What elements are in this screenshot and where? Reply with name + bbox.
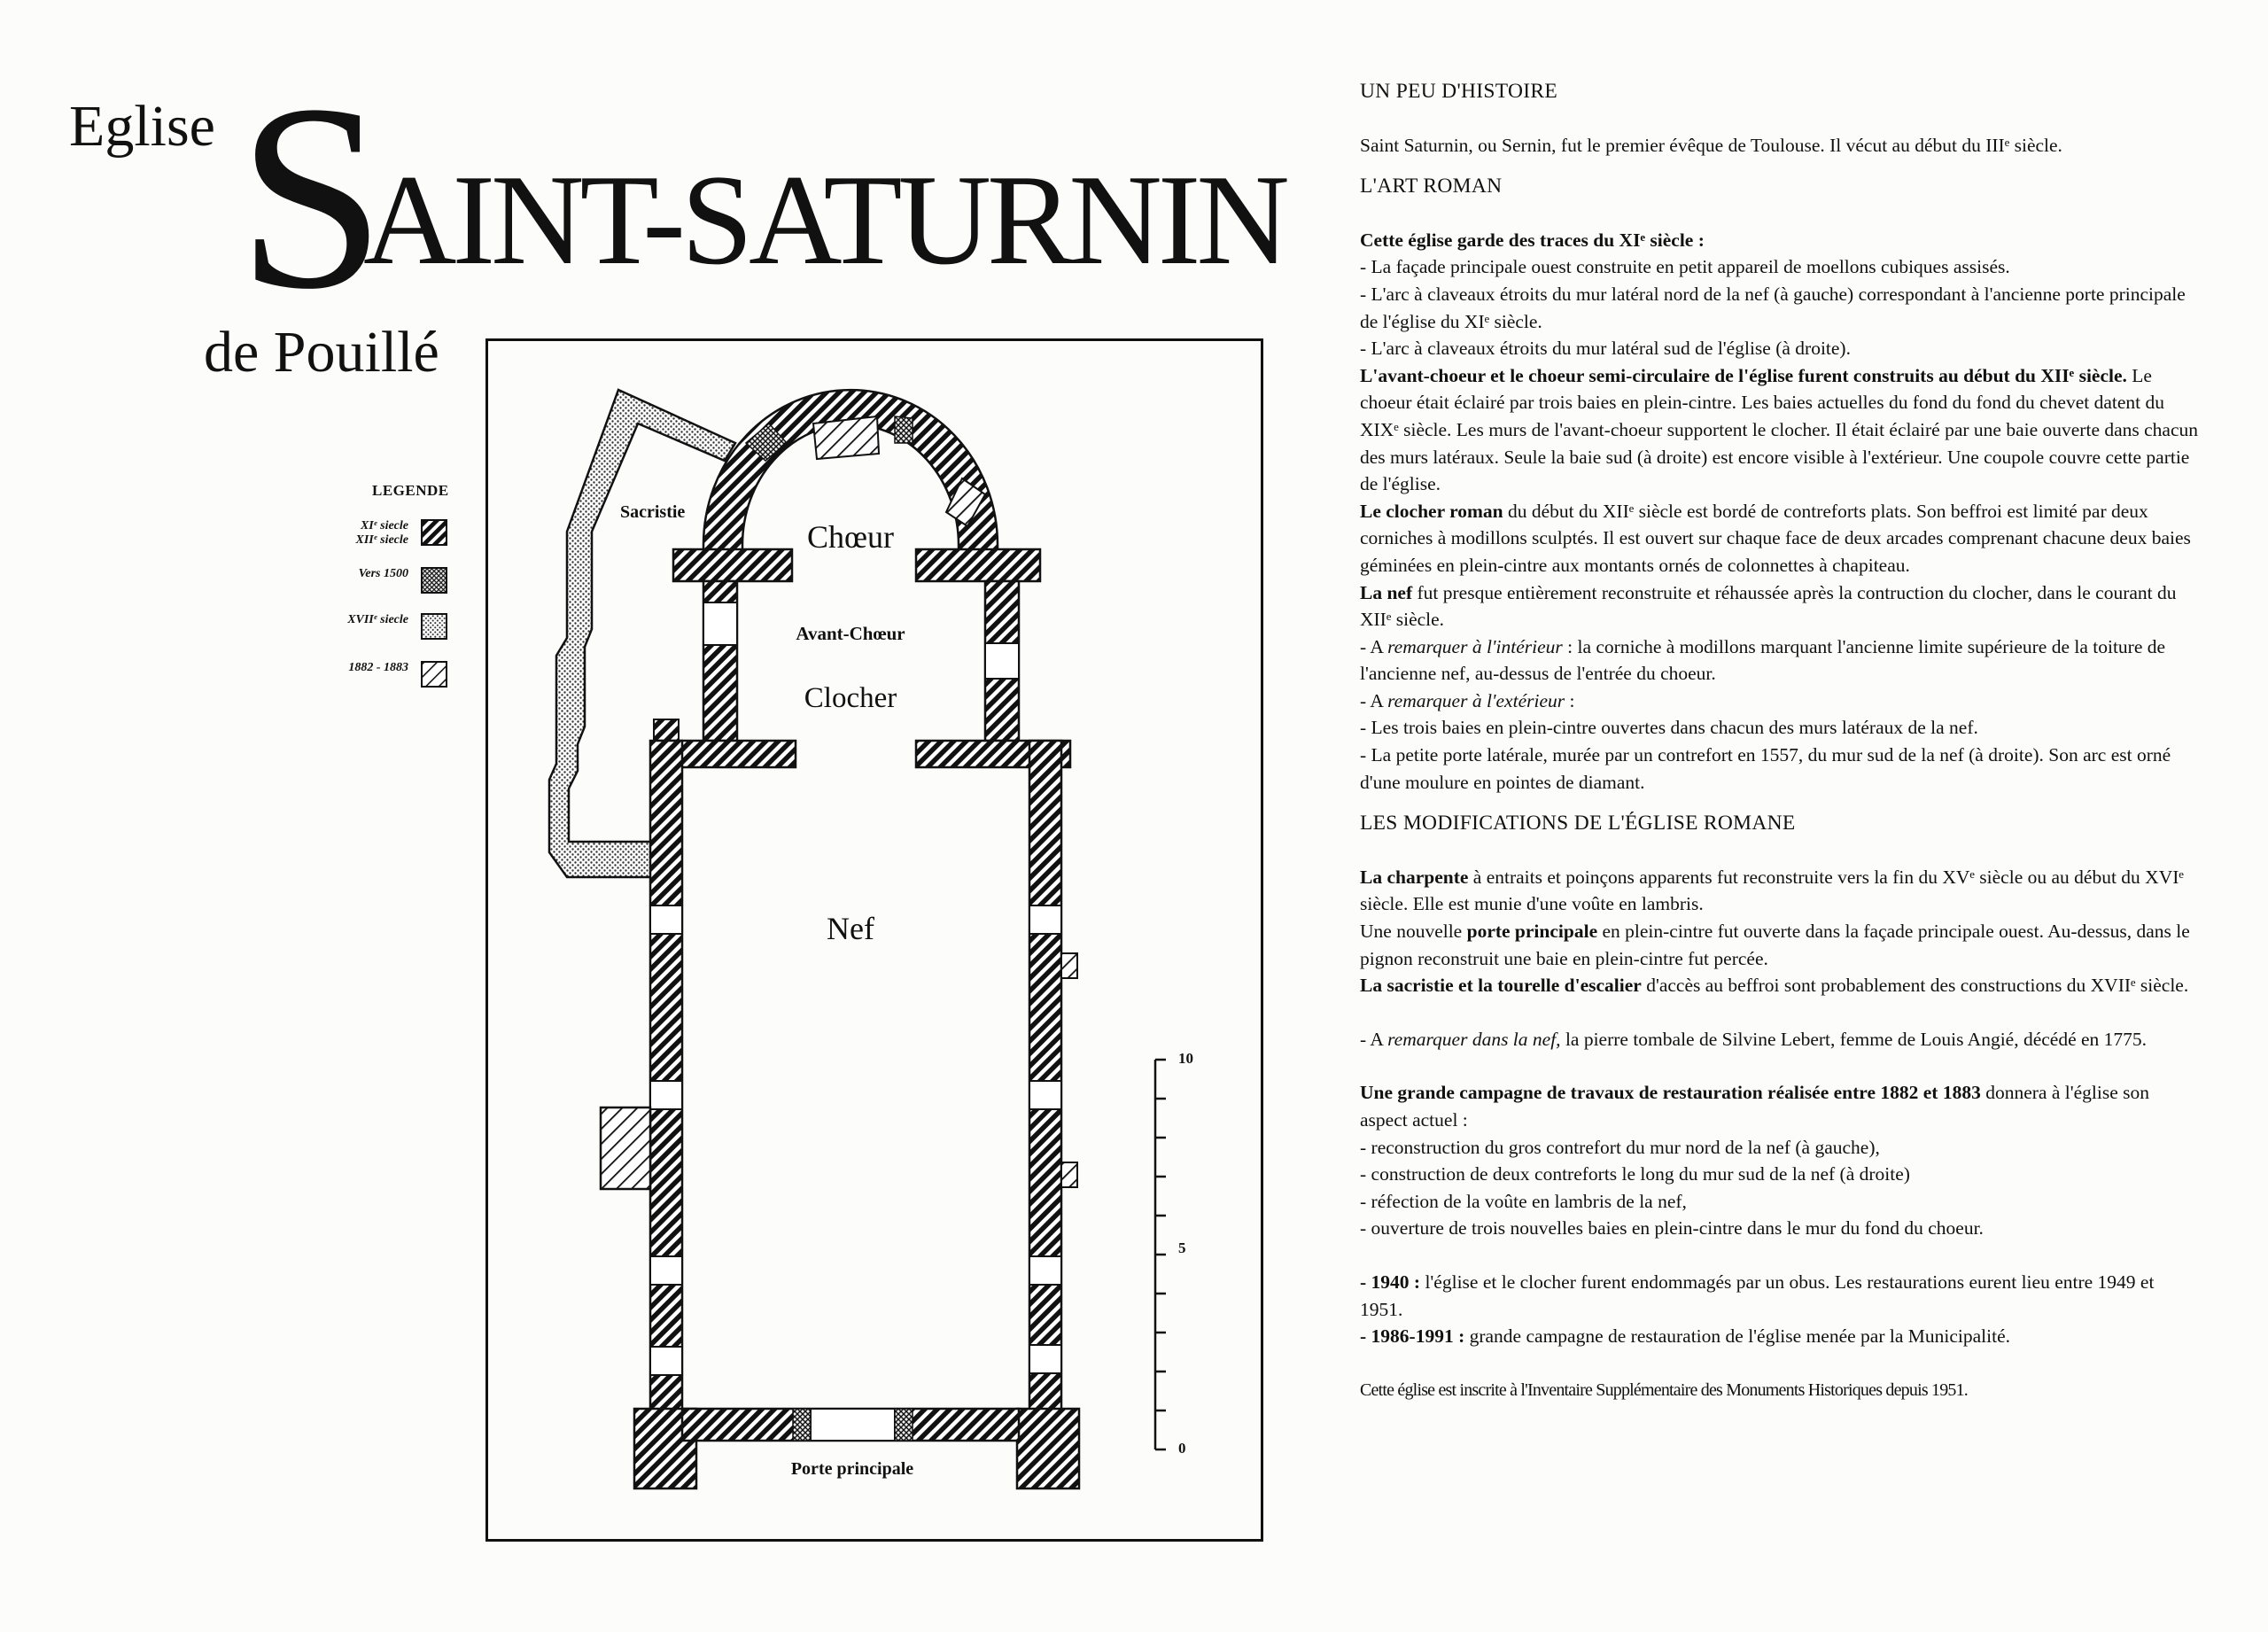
text-run: - A xyxy=(1360,689,1383,711)
label-choeur: Chœur xyxy=(807,519,894,555)
text-run: Une nouvelle xyxy=(1360,921,1463,943)
label-porte: Porte principale xyxy=(790,1459,914,1479)
paragraph: - ouverture de trois nouvelles baies en plein-cintre dans le mur du fond du choeur. xyxy=(1360,1217,1984,1240)
emphasis: La charpente xyxy=(1360,866,1469,888)
paragraph: Cette église garde des traces du XIᵉ siècle : xyxy=(1360,229,1705,251)
text-run: : la corniche à modillons marquant l'ancienne limite supérieure de la toiture de l'ancienne nef, au-dessus de l'entrée du choeur. xyxy=(1360,635,2166,685)
paragraph xyxy=(1360,362,2202,498)
history-text xyxy=(1360,78,2202,1403)
plan-frame xyxy=(485,338,1263,1542)
paragraph xyxy=(1360,1026,2202,1053)
emphasis: - 1940 : xyxy=(1360,1271,1421,1293)
paragraph: - Les trois baies en plein-cintre ouvertes dans chacun des murs latéraux de la nef. xyxy=(1360,717,1978,739)
text-run: Le choeur était éclairé par trois baies en plein-cintre. Les baies actuelles du fond du fond du chevet datent du XIXᵉ siècle. Les murs de l'avant-choeur supportent le clocher. Il était éclairé par une baie ouverte dans chacun des murs latéraux. Seule la baie sud (à droite) est encore visible à l'extérieur. Une coupole couvre cette partie de l'église. xyxy=(1360,364,2199,495)
emphasis: - 1986-1991 : xyxy=(1360,1325,1465,1348)
text-run: en plein-cintre fut ouverte dans la façade principale ouest. Au-dessus, dans le pignon reconstruit une baie en plein-cintre fut percée. xyxy=(1360,921,2190,969)
title-suffix: de Pouillé xyxy=(204,320,439,385)
emphasis: L'avant-choeur et le choeur semi-circulaire de l'église furent construits au début du XIIᵉ siècle. xyxy=(1360,364,2127,386)
text-run: grande campagne de restauration de l'église menée par la Municipalité. xyxy=(1469,1325,2010,1348)
legend-label: XIᵉ siecle XIIᵉ siecle xyxy=(355,519,408,547)
legend-label: Vers 1500 xyxy=(358,567,408,580)
paragraph xyxy=(1360,633,2202,688)
scale-label-5: 5 xyxy=(1178,1240,1186,1256)
text-run: - A xyxy=(1360,635,1383,657)
text-run: fut presque entièrement reconstruite et réhaussée après la contruction du clocher, dans le courant du XIIᵉ siècle. xyxy=(1360,581,2177,631)
text-run: - A xyxy=(1360,1028,1383,1050)
paragraph: - La façade principale ouest construite en petit appareil de moellons cubiques assisés. xyxy=(1360,256,2010,278)
paragraph xyxy=(1360,918,2202,972)
paragraph xyxy=(1360,1269,2202,1323)
section-heading: L'ART ROMAN xyxy=(1360,175,1503,198)
emphasis: Une grande campagne de travaux de restauration réalisée entre 1882 et 1883 xyxy=(1360,1082,1981,1104)
paragraph: - réfection de la voûte en lambris de la nef, xyxy=(1360,1190,1687,1212)
paragraph: - L'arc à claveaux étroits du mur latéral sud de l'église (à droite). xyxy=(1360,338,1851,360)
title-initial: S xyxy=(237,50,380,344)
paragraph xyxy=(1360,579,2202,633)
emphasis: remarquer dans la nef, xyxy=(1387,1028,1561,1050)
emphasis: La nef xyxy=(1360,581,1413,603)
paragraph xyxy=(1360,1323,2202,1350)
label-avant-choeur: Avant-Chœur xyxy=(796,623,905,644)
text-run: du début du XIIᵉ siècle est bordé de contreforts plats. Son beffroi est limité par deux corniches à modillons sculptés. Il est ouvert sur chaque face de deux arcades comprenant chacune deux baies géminées en plein-cintre aux montants ornés de colonnettes à chapiteau. xyxy=(1360,500,2191,576)
paragraph: - construction de deux contreforts le long du mur sud de la nef (à droite) xyxy=(1360,1163,1910,1185)
legend-label: XVIIᵉ siecle xyxy=(347,613,408,626)
paragraph: - La petite porte latérale, murée par un contrefort en 1557, du mur sud de la nef (à droite). Son arc est orné d'une moulure en pointes de diamant. xyxy=(1360,744,2171,793)
paragraph: - L'arc à claveaux étroits du mur latéral nord de la nef (à gauche) correspondant à l'ancienne porte principale de l'église du XIᵉ siècle. xyxy=(1360,283,2186,332)
text-run: : xyxy=(1569,689,1575,711)
label-sacristie: Sacristie xyxy=(620,502,686,522)
text-run: d'accès au beffroi sont probablement des constructions du XVIIᵉ siècle. xyxy=(1646,975,2189,997)
heritage-note: Cette église est inscrite à l'Inventaire Supplémentaire des Monuments Historiques depuis 1951. xyxy=(1360,1379,1969,1400)
paragraph xyxy=(1360,864,2202,918)
text-run: donnera à l'église son aspect actuel : xyxy=(1360,1082,2149,1131)
label-nef: Nef xyxy=(827,911,874,946)
section-heading: UN PEU D'HISTOIRE xyxy=(1360,80,1558,103)
text-run: la pierre tombale de Silvine Lebert, femme de Louis Angié, décédé en 1775. xyxy=(1565,1028,2148,1050)
text-run: à entraits et poinçons apparents fut reconstruite vers la fin du XVᵉ siècle ou au début du XVIᵉ siècle. Elle est munie d'une voûte en lambris. xyxy=(1360,866,2184,915)
emphasis: porte principale xyxy=(1466,921,1598,943)
title-prefix: Eglise xyxy=(69,94,215,159)
paragraph: Saint Saturnin, ou Sernin, fut le premier évêque de Toulouse. Il vécut au début du IIIᵉ siècle. xyxy=(1360,134,2062,156)
paragraph xyxy=(1360,688,2202,715)
legend-title: LEGENDE xyxy=(372,482,449,499)
paragraph xyxy=(1360,1079,2202,1133)
emphasis: Le clocher roman xyxy=(1360,500,1503,522)
label-clocher: Clocher xyxy=(804,682,897,714)
scale-label-10: 10 xyxy=(1178,1050,1193,1067)
legend-label: 1882 - 1883 xyxy=(348,661,408,674)
paragraph xyxy=(1360,498,2202,579)
emphasis: remarquer à l'extérieur xyxy=(1387,689,1565,711)
text-run: l'église et le clocher furent endommagés par un obus. Les restaurations eurent lieu entre 1949 et 1951. xyxy=(1360,1271,2155,1320)
paragraph xyxy=(1360,972,2202,999)
emphasis: La sacristie et la tourelle d'escalier xyxy=(1360,975,1642,997)
title-main: AINT-SATURNIN xyxy=(363,148,1285,291)
section-heading: LES MODIFICATIONS DE L'ÉGLISE ROMANE xyxy=(1360,812,1796,835)
paragraph: - reconstruction du gros contrefort du mur nord de la nef (à gauche), xyxy=(1360,1136,1880,1158)
emphasis: remarquer à l'intérieur xyxy=(1387,635,1563,657)
scale-label-0: 0 xyxy=(1178,1440,1186,1457)
